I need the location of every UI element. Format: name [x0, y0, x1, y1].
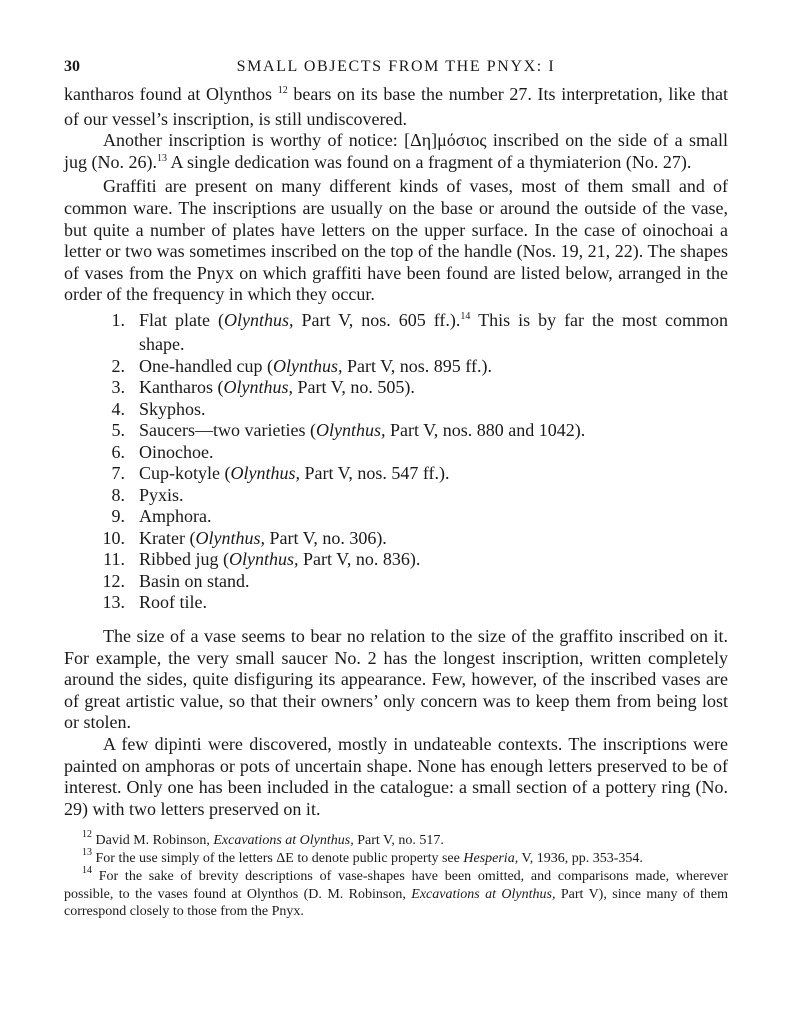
shape-reference-detail: Part V, nos. 605 ff.).: [301, 309, 461, 330]
shape-number: 11.: [103, 549, 125, 570]
shape-item: [64, 377, 728, 399]
shape-reference-detail: Part V, no. 306).: [269, 527, 387, 548]
p2-text-a: Another inscription is worthy of notice:: [103, 130, 398, 151]
shape-reference-detail: Part V, nos. 547 ff.).: [304, 463, 450, 484]
shape-number: 4.: [111, 398, 125, 419]
paragraph-dipinti: A few dipinti were discovered, mostly in undateable contexts. The inscriptions were painted on amphoras or pots of uncertain shape. None has enough letters preserved to be of interest. Only one has been included in the catalogue: a small section of a pottery ring (No. 29) with two letters preserved on it.: [64, 733, 728, 819]
shape-reference: Olynthus,: [230, 463, 300, 484]
page: [64, 58, 728, 920]
running-header: [64, 58, 728, 84]
shape-reference-detail: Part V, no. 836).: [303, 549, 421, 570]
shape-item: [64, 506, 728, 528]
shape-name: Cup-kotyle (: [139, 463, 231, 484]
p1-text-b: bears on its base the number 27. Its interpretation, like that of our vessel’s inscription, is still undiscovered.: [64, 84, 729, 129]
shape-number: 10.: [102, 527, 125, 548]
footnote-text: David M. Robinson,: [95, 833, 210, 849]
shape-number: 1.: [111, 309, 125, 330]
p1-text-a: kantharos found at Olynthos: [64, 84, 272, 104]
footnote-text: For the use simply of the letters ΔE to denote public property see: [95, 851, 460, 867]
footnote-title: Hesperia,: [463, 851, 519, 867]
footnote-ref-13[interactable]: 13: [157, 152, 167, 164]
shape-name: Roof tile.: [139, 592, 207, 613]
shape-item: [64, 485, 728, 507]
shape-name: Basin on stand.: [139, 570, 250, 591]
shape-item: [64, 463, 728, 485]
footnote-text: For the sake of brevity descriptions of vase-shapes have been omitted, and comparisons made, wherever possible, to the vases found at Olynthos (D. M. Robinson,: [64, 869, 729, 903]
footnote-ref-14[interactable]: 14: [460, 310, 471, 322]
shape-name: Flat plate (: [139, 309, 224, 330]
shape-reference: Olynthus,: [272, 355, 343, 376]
shape-name: Kantharos (: [139, 377, 224, 398]
shape-item: [64, 592, 728, 614]
shape-number: 9.: [111, 506, 125, 527]
paragraph-kantharos: [64, 84, 728, 130]
shape-item: [64, 356, 728, 378]
shape-item: [64, 442, 728, 464]
footnote-number: 12: [82, 829, 92, 841]
shape-number: 6.: [111, 441, 125, 462]
footnote-14: [64, 865, 729, 920]
shape-number: 8.: [111, 484, 125, 505]
shape-item: [64, 528, 728, 550]
shape-reference: Olynthus,: [315, 420, 386, 441]
shape-item: [64, 549, 728, 571]
shape-reference-detail: Part V, nos. 880 and 1042).: [389, 420, 586, 441]
shape-name: Saucers—two varieties (: [139, 420, 316, 441]
shape-reference: Olynthus,: [229, 549, 299, 570]
greek-word: [Δη]μόσιος: [404, 130, 487, 151]
shape-name: Oinochoe.: [139, 441, 214, 462]
shape-item: [64, 420, 728, 442]
shape-number: 13.: [102, 592, 125, 613]
running-title: SMALL OBJECTS FROM THE PNYX: I: [236, 58, 556, 75]
shape-reference: Olynthus,: [223, 377, 293, 398]
footnote-number: 13: [82, 847, 92, 859]
shape-item: [64, 310, 728, 356]
shape-reference-detail: Part V, nos. 895 ff.).: [346, 355, 492, 376]
shape-item: [64, 571, 728, 593]
shape-number: 7.: [111, 463, 125, 484]
shape-note: This is by far the most common shape.: [139, 309, 728, 355]
footnote-13: [64, 847, 728, 868]
shape-number: 5.: [111, 420, 125, 441]
footnotes: [64, 829, 729, 920]
shape-name: Amphora.: [139, 506, 212, 527]
p2-text-c: A single dedication was found on a fragment of a thymiaterion (No. 27).: [170, 151, 692, 172]
shape-reference-detail: Part V, no. 505).: [297, 377, 415, 398]
footnote-12: [64, 829, 728, 850]
shape-name: Krater (: [139, 527, 196, 548]
footnote-text: Part V), since many of them correspond closely to those from the Pnyx.: [64, 887, 728, 920]
shape-number: 3.: [111, 377, 125, 398]
footnote-title: Excavations at Olynthus,: [411, 887, 556, 903]
shape-name: Ribbed jug (: [139, 549, 229, 570]
footnote-title: Excavations at Olynthus,: [213, 833, 354, 849]
shape-number: 2.: [111, 355, 125, 376]
shape-reference: Olynthus,: [223, 309, 294, 330]
shape-reference: Olynthus,: [195, 527, 265, 548]
paragraph-vase-size: The size of a vase seems to bear no relation to the size of the graffito inscribed on it. For example, the very small saucer No. 2 has the longest inscription, written completely around the sides, quite disfiguring its appearance. Few, however, of the inscribed vases are of great artistic value, so that their owners’ only concern was to keep them from being lost or stolen.: [64, 625, 728, 733]
paragraph-inscription: [64, 130, 728, 176]
shape-name: One-handled cup (: [139, 355, 273, 376]
footnote-text: V, 1936, pp. 353-354.: [521, 851, 643, 867]
vase-shape-list: [64, 310, 728, 614]
footnote-text: Part V, no. 517.: [357, 833, 444, 849]
page-number: 30: [64, 58, 80, 75]
footnote-ref-12[interactable]: 12: [277, 85, 288, 96]
shape-name: Pyxis.: [139, 484, 184, 505]
shape-item: [64, 399, 728, 421]
shape-number: 12.: [102, 570, 125, 591]
p2-text-b: inscribed on the side of a small jug (No. 26).: [64, 130, 729, 172]
shape-name: Skyphos.: [139, 398, 206, 419]
footnote-number: 14: [82, 865, 92, 877]
paragraph-graffiti: Graffiti are present on many different kinds of vases, most of them small and of common ware. The inscriptions are usually on the base or around the outside of the vase, but quite a number of plates have letters on the upper surface. In the case of oinochoai a letter or two was sometimes inscribed on the top of the handle (Nos. 19, 21, 22). The shapes of vases from the Pnyx on which graffiti have been found are listed below, arranged in the order of the frequency in which they occur.: [64, 176, 728, 305]
